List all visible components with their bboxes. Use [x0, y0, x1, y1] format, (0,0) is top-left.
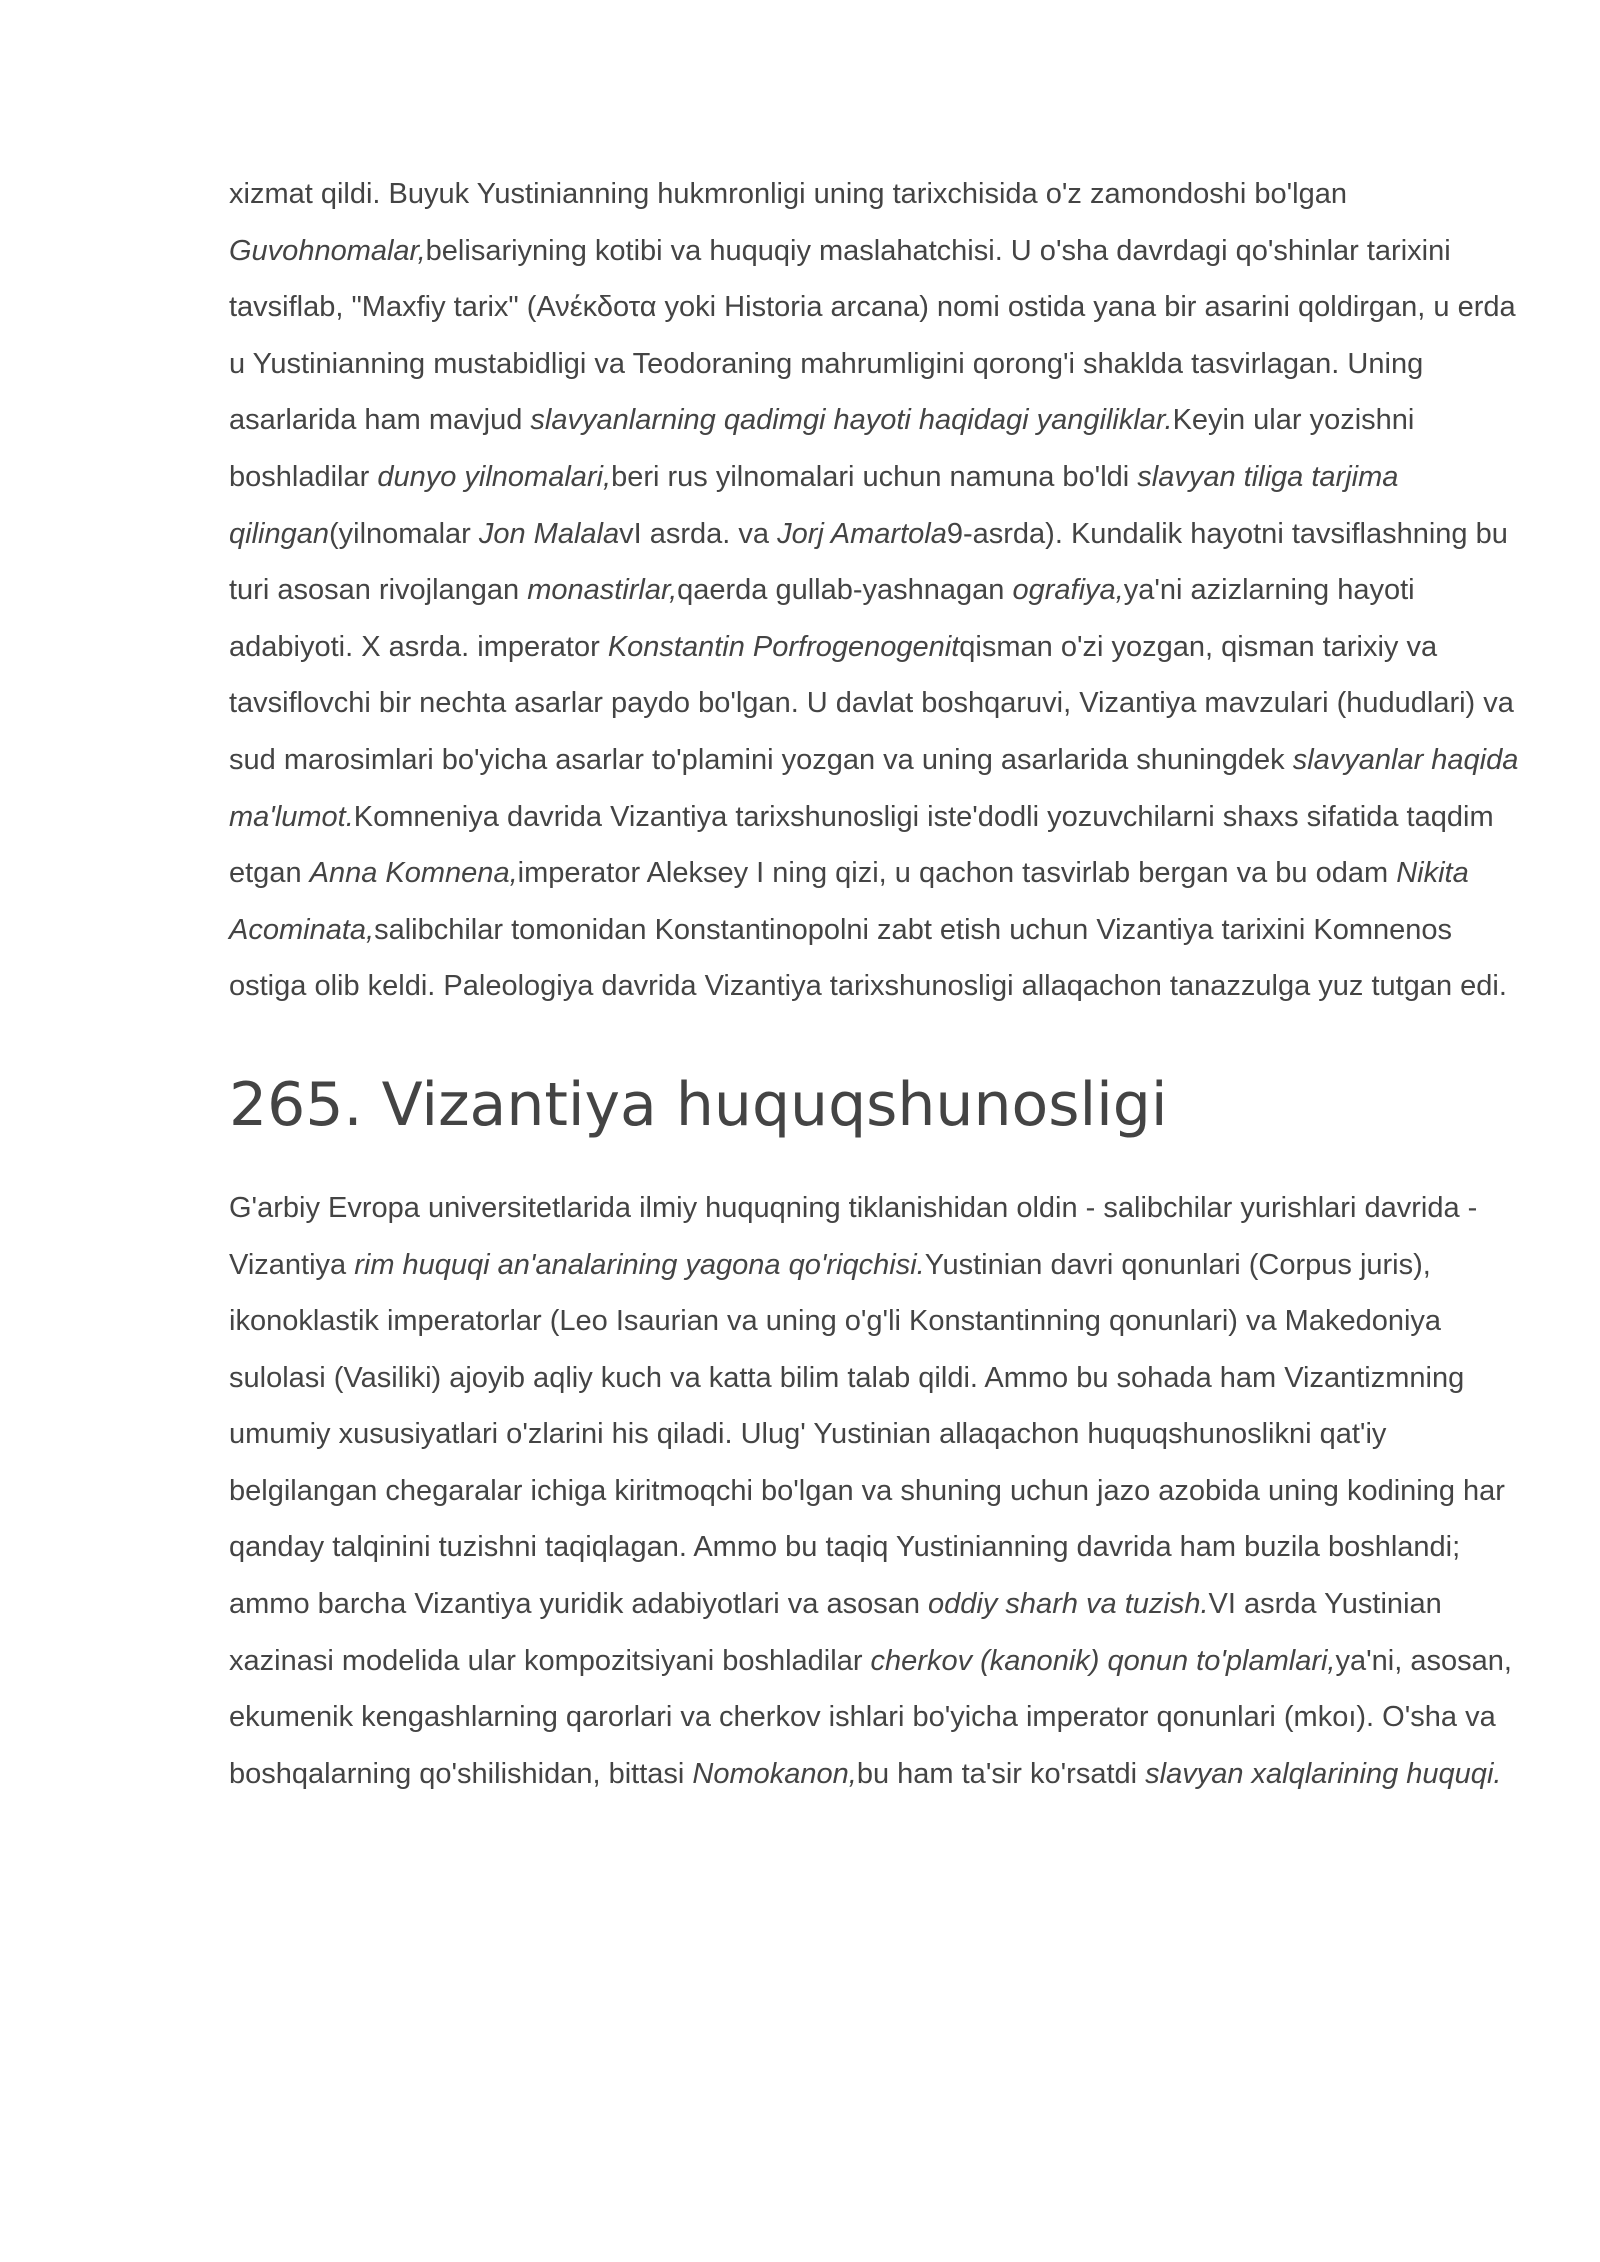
italic-term: Jorj Amartola [777, 517, 947, 550]
text-run: Yustinian davri qonunlari (Corpus juris), ikonoklastik imperatorlar (Leo Isaurian va uning o'g'li Konstantinning qonunlari) va Makedoniya sulolasi (Vasiliki) ajoyib aqliy kuch va katta bilim talab qildi. Ammo bu sohada ham Vizantizmning umumiy xususiyatlari o'zlarini his qiladi. Ulug' Yustinian allaqachon huquqshunoslikni qat'iy belgilangan chegaralar ichiga kiritmoqchi bo'lgan va shuning uchun jazo azobida uning kodining har qanday talqinini tuzishni taqiqlagan. Ammo bu taqiq Yustinianning davrida ham buzila boshlandi; ammo barcha Vizantiya yuridik adabiyotlari va asosan [229, 1248, 1505, 1621]
italic-term: Guvohnomalar, [229, 234, 426, 267]
text-run: qisman o'zi yozgan, qisman tarixiy va tavsiflovchi bir nechta asarlar paydo bo'lgan. U davlat boshqaruvi, Vizantiya mavzulari (hududlari) va sud marosimlari bo'yicha asarlar to'plamini yozgan va uning asarlarida shuningdek [229, 630, 1514, 776]
italic-term: oddiy sharh va tuzish. [928, 1588, 1209, 1621]
paragraph-byzantine-historiography [229, 166, 1529, 1015]
text-run: VI asrda Yustinian xazinasi modelida ular kompozitsiyani boshladilar [229, 1588, 1442, 1677]
text-run: belisariyning kotibi va huquqiy maslahatchisi. U o'sha davrdagi qo'shinlar tarixini tavsiflab, "Maxfiy tarix" (Ανέκδοτα yoki Historia arcana) nomi ostida yana bir asarini qoldirgan, u erda u Yustinianning mustabidligi va Teodoraning mahrumligini qorong'i shaklda tasvirlagan. Uning asarlarida ham mavjud [229, 234, 1516, 437]
text-run: xizmat qildi. Buyuk Yustinianning hukmronligi uning tarixchisida o'z zamondoshi bo'lgan [229, 178, 1348, 210]
italic-term: Anna Komnena, [309, 857, 518, 890]
italic-term: slavyanlarning qadimgi hayoti haqidagi yangiliklar. [530, 404, 1173, 437]
italic-term: Nikita Acominata, [229, 857, 1469, 946]
italic-term: monastirlar, [527, 574, 678, 607]
italic-term: slavyan tiliga tarjima qilingan [229, 460, 1399, 550]
text-run: Keyin ular yozishni boshladilar [229, 404, 1415, 493]
italic-term: cherkov (kanonik) qonun to'plamlari, [870, 1644, 1336, 1677]
paragraph-byzantine-jurisprudence [229, 1180, 1529, 1803]
italic-term: slavyan xalqlarining huquqi. [1145, 1757, 1502, 1790]
text-run: qaerda gullab-yashnagan [677, 574, 1013, 607]
text-run: beri rus yilnomalari uchun namuna bo'ldi [611, 460, 1138, 493]
text-run: ya'ni azizlarning hayoti adabiyoti. X asrda. imperator [229, 574, 1415, 663]
italic-term: dunyo yilnomalari, [377, 460, 612, 493]
text-run: bu ham ta'sir ko'rsatdi [856, 1757, 1146, 1790]
section-heading: 265. Vizantiya huquqshunosligi [229, 1069, 1168, 1140]
italic-term: Konstantin Porfrogenogenit [607, 630, 960, 663]
text-run: G'arbiy Evropa universitetlarida ilmiy huquqning tiklanishidan oldin - salibchilar yurishlari davrida - Vizantiya [229, 1191, 1478, 1281]
text-run: Komneniya davrida Vizantiya tarixshunosligi iste'dodli yozuvchilarni shaxs sifatida taqdim etgan [229, 800, 1494, 890]
text-run: imperator Aleksey I ning qizi, u qachon tasvirlab bergan va bu odam [517, 857, 1397, 890]
text-run: 9-asrda). Kundalik hayotni tavsiflashning bu turi asosan rivojlangan [229, 517, 1508, 607]
document-page [229, 166, 1529, 1802]
text-run: vI asrda. va [619, 517, 778, 550]
text-run: salibchilar tomonidan Konstantinopolni zabt etish uchun Vizantiya tarixini Komnenos ostiga olib keldi. Paleologiya davrida Vizantiya tarixshunosligi allaqachon tanazzulga yuz tutgan edi. [229, 913, 1507, 1003]
italic-term: slavyanlar haqida ma'lumot. [229, 743, 1519, 833]
text-run: (yilnomalar [328, 517, 479, 550]
italic-term: ografiya, [1012, 574, 1124, 607]
text-run: ya'ni, asosan, ekumenik kengashlarning qarorlari va cherkov ishlari bo'yicha imperator qonunlari (mkoı). O'sha va boshqalarning qo'shilishidan, bittasi [229, 1644, 1512, 1790]
italic-term: Jon Malala [478, 517, 620, 550]
italic-term: rim huquqi an'analarining yagona qo'riqchisi. [354, 1248, 925, 1281]
italic-term: Nomokanon, [692, 1757, 857, 1790]
